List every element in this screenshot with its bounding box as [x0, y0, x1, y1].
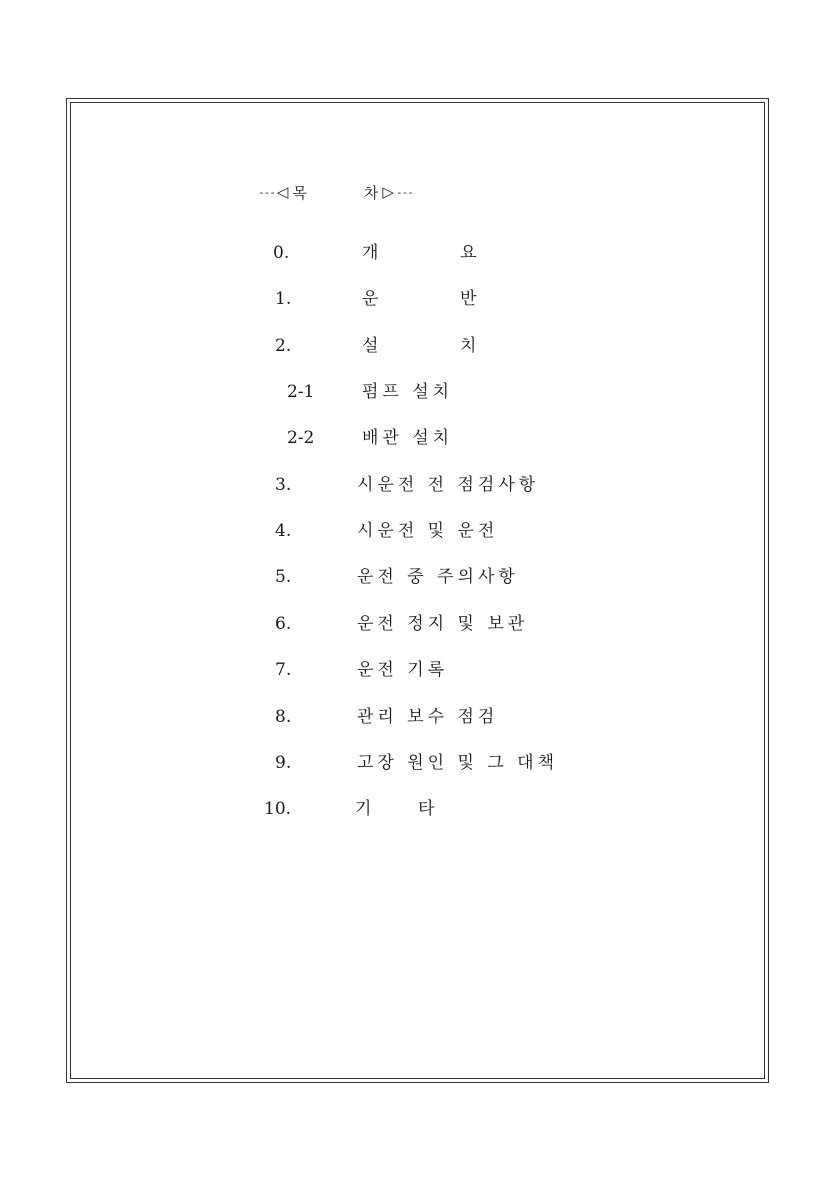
toc-entry-4[interactable] — [0, 518, 835, 544]
toc-entry-number: 2-1 — [287, 382, 315, 402]
toc-entry-label-b: 반 — [460, 289, 481, 309]
toc-entry-0[interactable] — [0, 240, 835, 266]
title-dash-left: --- — [258, 185, 275, 199]
toc-entry-number: 4. — [275, 521, 292, 541]
toc-entry-8[interactable] — [0, 704, 835, 730]
toc-entry-3[interactable] — [0, 472, 835, 498]
toc-title-left: 목 — [292, 183, 307, 202]
toc-entry-label: 배관 설치 — [362, 428, 454, 448]
toc-entry-number: 7. — [275, 660, 292, 680]
toc-entry-label: 운전 기록 — [357, 660, 449, 680]
toc-entry-label: 관리 보수 점검 — [357, 707, 499, 727]
toc-entry-2-1[interactable] — [0, 379, 835, 405]
toc-entry-label-a: 기 — [355, 799, 376, 819]
toc-entry-2-2[interactable] — [0, 425, 835, 451]
toc-entry-2[interactable] — [0, 333, 835, 359]
toc-entry-label: 시운전 전 점검사항 — [357, 475, 540, 495]
toc-entry-label: 시운전 및 운전 — [357, 521, 499, 541]
toc-entry-1[interactable] — [0, 286, 835, 312]
toc-entry-9[interactable] — [0, 750, 835, 776]
toc-entry-number: 5. — [275, 567, 292, 587]
toc-entry-number: 6. — [275, 614, 292, 634]
toc-entry-5[interactable] — [0, 564, 835, 590]
toc-entry-7[interactable] — [0, 657, 835, 683]
triangle-left-icon: ◁ — [276, 183, 289, 201]
title-dash-right: --- — [395, 185, 413, 199]
toc-entry-label: 운전 정지 및 보관 — [357, 614, 529, 634]
toc-entry-number: 1. — [275, 289, 292, 309]
toc-entry-label-b: 치 — [460, 336, 481, 356]
toc-entry-label: 펌프 설치 — [362, 382, 454, 402]
toc-entry-number: 10. — [264, 799, 292, 819]
toc-entry-label-a: 운 — [362, 289, 383, 309]
toc-entry-label-a: 설 — [362, 336, 383, 356]
toc-entry-label-a: 개 — [362, 243, 383, 263]
toc-entry-10[interactable] — [0, 796, 835, 822]
toc-title-right: 차 — [363, 183, 379, 202]
toc-entry-label-b: 타 — [418, 799, 439, 819]
toc-entry-label: 고장 원인 및 그 대책 — [357, 753, 558, 773]
toc-entry-number: 8. — [275, 707, 292, 727]
toc-entry-number: 2. — [275, 336, 292, 356]
toc-entry-number: 2-2 — [287, 428, 315, 448]
toc-entry-label: 운전 중 주의사항 — [357, 567, 519, 587]
toc-entry-6[interactable] — [0, 611, 835, 637]
triangle-right-icon: ▷ — [382, 183, 394, 201]
toc-entry-number: 0. — [273, 243, 290, 263]
toc-entry-number: 9. — [275, 753, 292, 773]
toc-entry-label-b: 요 — [460, 243, 481, 263]
toc-entry-number: 3. — [275, 475, 292, 495]
